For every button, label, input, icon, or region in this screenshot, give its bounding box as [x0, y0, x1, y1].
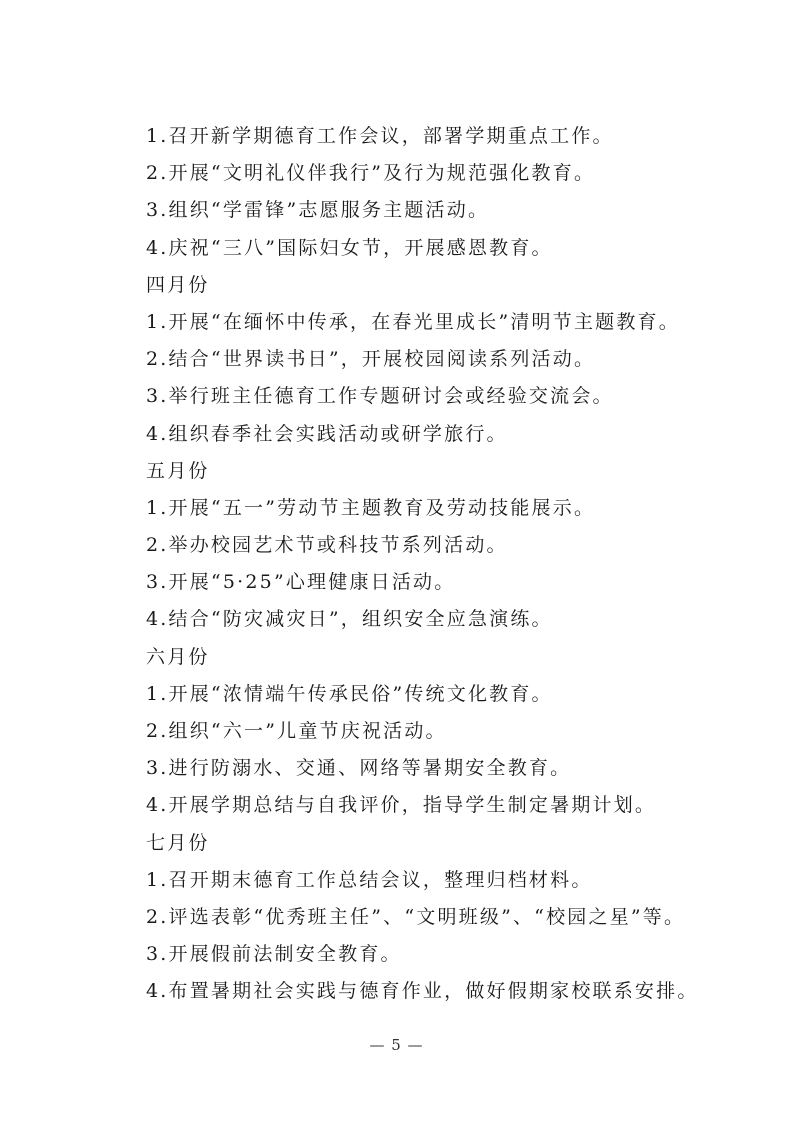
text-line: 1.召开期末德育工作总结会议，整理归档材料。 — [146, 868, 593, 891]
text-line: 3.举行班主任德育工作专题研讨会或经验交流会。 — [146, 385, 614, 408]
text-line: 4.开展学期总结与自我评价，指导学生制定暑期计划。 — [146, 794, 657, 817]
text-line: 3.开展“5·25”心理健康日活动。 — [146, 571, 456, 594]
text-line: 1.召开新学期德育工作会议，部署学期重点工作。 — [146, 125, 614, 147]
text-line: 2.举办校园艺术节或科技节系列活动。 — [146, 534, 508, 557]
text-line: 2.组织“六一”儿童节庆祝活动。 — [146, 720, 447, 742]
text-line: 1.开展“在缅怀中传承，在春光里成长”清明节主题教育。 — [146, 310, 680, 333]
text-line: 2.评选表彰“优秀班主任”、“文明班级”、“校园之星”等。 — [146, 905, 686, 928]
text-line: 4.布置暑期社会实践与德育作业，做好假期家校联系安排。 — [146, 980, 699, 1003]
text-line: 2.结合“世界读书日”，开展校园阅读系列活动。 — [146, 348, 596, 371]
text-line: 4.结合“防灾减灾日”，组织安全应急演练。 — [146, 608, 553, 631]
text-line: 3.组织“学雷锋”志愿服务主题活动。 — [146, 199, 490, 222]
document-body — [146, 118, 706, 1011]
text-line: 1.开展“浓情端午传承民俗”传统文化教育。 — [146, 682, 553, 705]
month-heading: 七月份 — [146, 831, 210, 854]
text-line: 3.开展假前法制安全教育。 — [146, 943, 402, 966]
text-line: 4.庆祝“三八”国际妇女节，开展感恩教育。 — [146, 236, 553, 259]
month-heading: 五月份 — [146, 459, 210, 482]
text-line: 2.开展“文明礼仪伴我行”及行为规范强化教育。 — [146, 162, 596, 185]
month-heading: 六月份 — [146, 645, 210, 668]
month-heading: 四月份 — [146, 273, 210, 296]
text-line: 1.开展“五一”劳动节主题教育及劳动技能展示。 — [146, 496, 596, 519]
page-number: — 5 — — [369, 1036, 424, 1054]
text-line: 4.组织春季社会实践活动或研学旅行。 — [146, 422, 508, 445]
text-line: 3.进行防溺水、交通、网络等暑期安全教育。 — [146, 757, 572, 780]
